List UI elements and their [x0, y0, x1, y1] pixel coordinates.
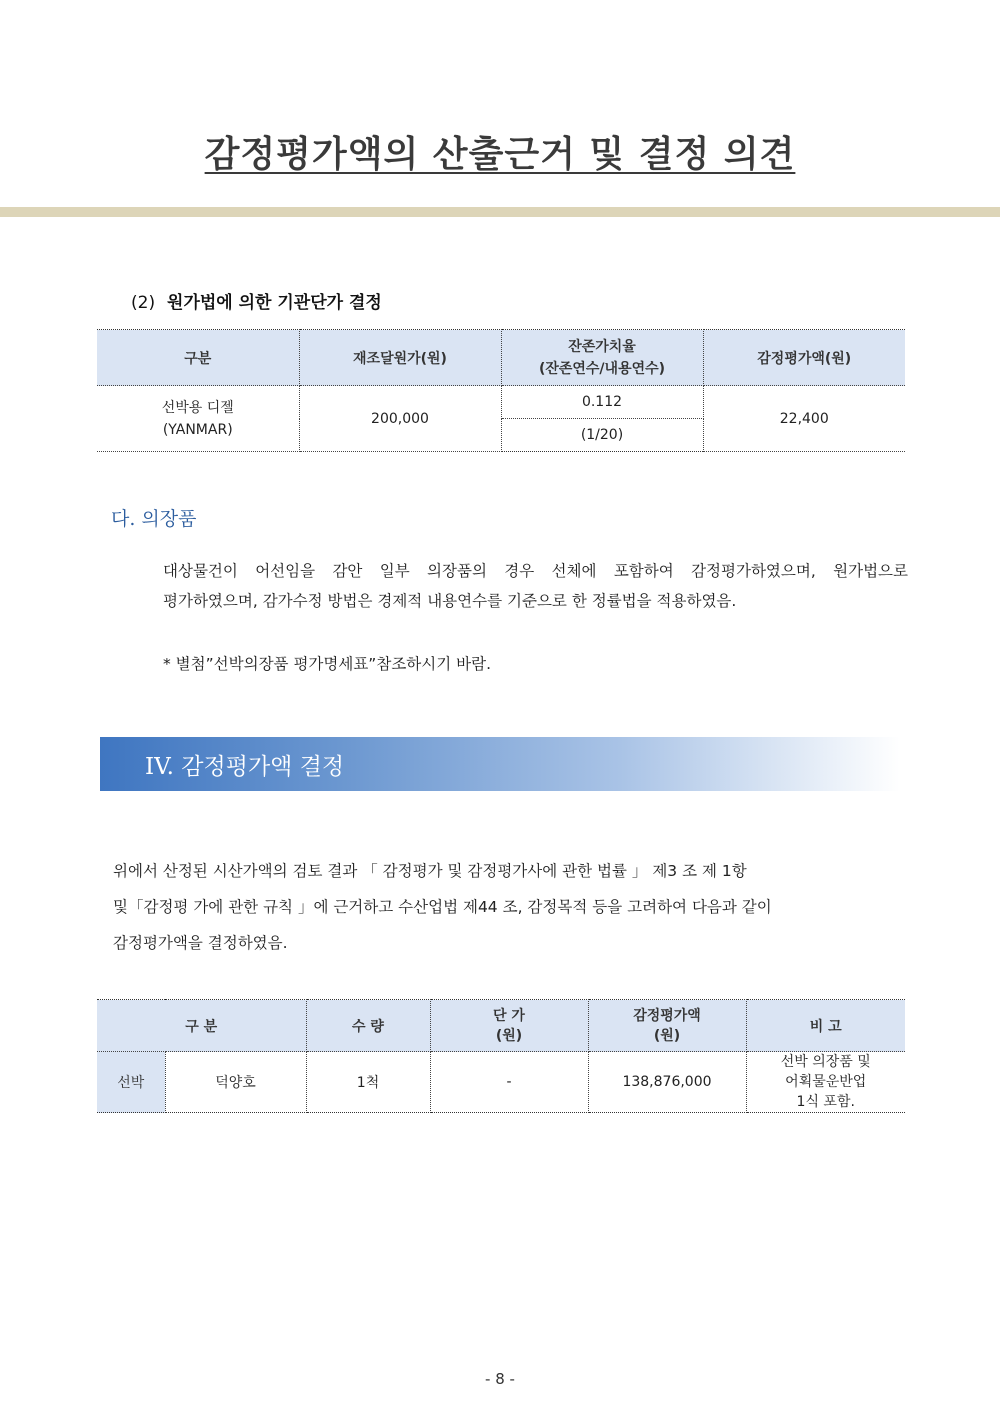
equipment-paragraph-line1: 대상물건이 어선임을 감안 일부 의장품의 경우 선체에 포함하여 감정평가하였으며, 원가법으로 [163, 562, 908, 580]
cell-remarks-line2: 어획물운반업 [785, 1074, 867, 1090]
decision-paragraph-line3: 감정평가액을 결정하였음. [113, 934, 288, 952]
header-quantity: 수 량 [306, 1000, 430, 1052]
cell-unit-price: - [430, 1052, 588, 1113]
cell-remarks [746, 1052, 905, 1113]
page-title-text: 감정평가액의 산출근거 및 결정 의견 [204, 134, 796, 175]
page-title [0, 126, 1000, 177]
header-residual-rate-line2: (잔존연수/내용연수) [538, 360, 666, 377]
cost-method-heading [131, 288, 382, 313]
title-divider-band [0, 207, 1000, 217]
cell-remarks-line3: 1식 포함. [796, 1094, 855, 1110]
cell-remarks-line1: 선박 의장품 및 [780, 1054, 871, 1070]
page-number: - 8 - [485, 1370, 515, 1388]
decision-paragraph-line2: 및「감정평 가에 관한 규칙 」에 근거하고 수산업법 제44 조, 감정목적 등을 고려하여 다음과 같이 [113, 898, 772, 916]
section-banner-title: IV. 감정평가액 결정 [145, 754, 345, 780]
cell-residual-years: (1/20) [501, 419, 703, 452]
header-replacement-cost: 재조달원가(원) [299, 330, 501, 386]
equipment-paragraph-line2: 평가하였으며, 감가수정 방법은 경제적 내용연수를 기준으로 한 정률법을 적용하였음. [163, 592, 737, 610]
header-unit-price [430, 1000, 588, 1052]
header-final-appraisal-line1: 감정평가액 [633, 1007, 701, 1024]
cell-residual-rate: 0.112 [501, 386, 703, 419]
decision-paragraph-line1: 위에서 산정된 시산가액의 검토 결과 「 감정평가 및 감정평가사에 관한 법률 」 제3 조 제 1항 [113, 862, 747, 880]
header-appraisal-value: 감정평가액(원) [703, 330, 905, 386]
header-category: 구분 [97, 330, 299, 386]
decision-table [97, 999, 905, 1113]
cell-vessel-name: 덕양호 [165, 1052, 306, 1113]
equipment-note: * 별첨”선박의장품 평가명세표”참조하시기 바람. [163, 655, 492, 673]
equipment-section-heading: 다. 의장품 [111, 508, 197, 530]
cost-method-table [97, 329, 905, 452]
cell-final-appraisal: 138,876,000 [588, 1052, 746, 1113]
header-final-appraisal [588, 1000, 746, 1052]
cost-method-number: (2) [131, 293, 156, 313]
cell-appraisal-value: 22,400 [703, 386, 905, 452]
header-residual-rate [501, 330, 703, 386]
header-division: 구 분 [97, 1000, 306, 1052]
header-unit-price-line1: 단 가 [493, 1007, 525, 1024]
cell-type-vessel: 선박 [97, 1052, 165, 1113]
cell-engine-maker: (YANMAR) [162, 421, 233, 438]
header-final-appraisal-line2: (원) [653, 1027, 681, 1044]
cell-engine-category [97, 386, 299, 452]
header-residual-rate-line1: 잔존가치율 [568, 338, 636, 355]
header-unit-price-line2: (원) [495, 1027, 523, 1044]
cell-engine-name: 선박용 디젤 [161, 399, 234, 416]
cell-quantity: 1척 [306, 1052, 430, 1113]
cost-method-title: 원가법에 의한 기관단가 결정 [167, 293, 382, 313]
header-remarks: 비 고 [746, 1000, 905, 1052]
cell-replacement-cost: 200,000 [299, 386, 501, 452]
